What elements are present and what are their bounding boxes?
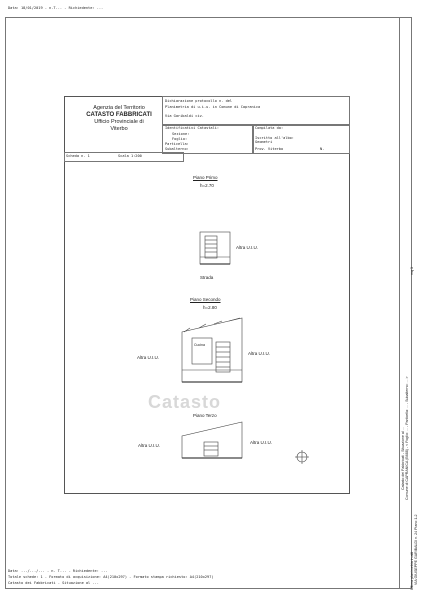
floor2-height: h=2.80	[203, 305, 217, 310]
side-last-plan: Ultima planimetria in atti	[410, 551, 414, 590]
side-update-2: Comune di CAPRANICA (B688) - < Foglio: ... - Particella: ... - Subalterno: ... >	[405, 376, 409, 500]
sheet-scale: Scala 1:200	[118, 154, 142, 158]
agency-name: Agenzia del Territorio	[93, 105, 145, 111]
agency-registry: CATASTO FABBRICATI	[86, 111, 152, 118]
address-row: Via Garibaldi civ.	[165, 114, 204, 118]
subalterno-label: Subalterno:	[165, 147, 189, 151]
floor3-title: Piano Terzo	[193, 413, 217, 418]
floor1-title: Piano Primo	[193, 175, 218, 180]
sezione-label: Sezione:	[172, 132, 190, 136]
agency-block	[74, 105, 164, 133]
declaration-row: Dichiarazione protocollo n. del	[165, 99, 233, 103]
floor3-altra-uiu-left: Altra U.I.U.	[138, 443, 161, 448]
compiled-by-label: Compilata da:	[255, 126, 284, 130]
registered-label: Iscritto all'albo:	[255, 136, 294, 140]
planimetry-row: Planimetria di u.i.u. in Comune di Capranica	[165, 105, 261, 109]
floor1-altra-uiu: Altra U.I.U.	[236, 245, 259, 250]
agency-office: Ufficio Provinciale di	[94, 119, 144, 126]
ids-title: Identificativi Catastali:	[165, 126, 220, 130]
foglio-label: Foglio:	[172, 137, 188, 141]
street-label: Strada	[200, 275, 214, 280]
floor3-altra-uiu-right: Altra U.I.U.	[250, 440, 273, 445]
floor3-stair	[204, 442, 218, 456]
sheet-number: Scheda n. 1	[66, 154, 90, 158]
top-stamp: Data: 18/01/2019 - n.T... - Richiedente: ...	[8, 6, 104, 10]
particella-label: Particella:	[165, 142, 189, 146]
side-update-3: VIA GIUSEPPE GARIBALDI n. 24 Piano 1-2	[414, 514, 418, 585]
province-label: Prov. Viterbo	[255, 147, 284, 151]
side-strip	[398, 17, 412, 589]
floor3-unit-outline	[182, 422, 242, 458]
profession-label: Geometri	[255, 140, 273, 144]
bottom-stamp-3: Catasto dei Fabbricati - Situazione al ...	[8, 581, 99, 585]
watermark: Catasto	[148, 392, 222, 412]
floor1-stair	[205, 236, 217, 258]
room-label: Cucina	[194, 343, 205, 347]
bottom-stamp-1: Data: .../.../... - n. T... - Richiedente: ...	[8, 569, 108, 573]
province-number-label: N.	[320, 147, 325, 151]
floor2-altra-uiu-right: Altra U.I.U.	[248, 351, 271, 356]
agency-city: Viterbo	[110, 126, 128, 133]
side-code: mq 3	[410, 267, 414, 275]
bottom-stamp-2: Totale schede: 1 - Formato di acquisizione: A4(210x297) - Formato stampa richiesto: A4(210x297)	[8, 575, 214, 579]
floor2-title: Piano Secondo	[190, 297, 221, 302]
floor2-altra-uiu-left: Altra U.I.U.	[137, 355, 160, 360]
floor1-height: h=2.70	[200, 183, 214, 188]
floor-plan-drawing	[64, 160, 348, 492]
floor2-room	[192, 338, 212, 364]
side-update-1: Catasto dei Fabbricati - Situazione al ...	[401, 427, 405, 490]
